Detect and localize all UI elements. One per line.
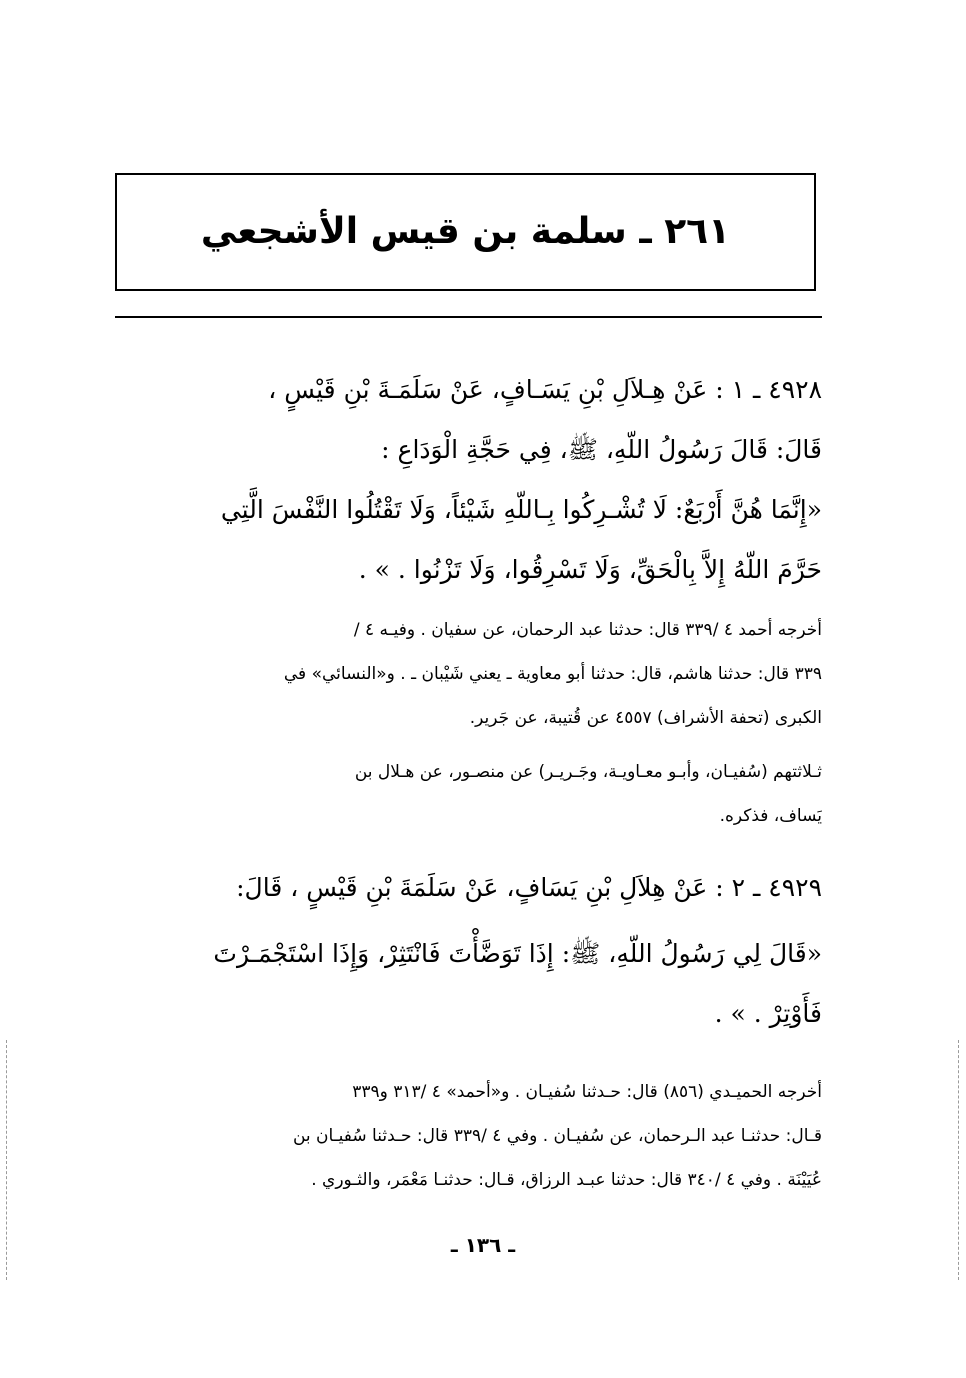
summary-4928 xyxy=(120,750,822,838)
note-line: ٣٣٩ قال: حدثنا هاشم، قال: حدثنا أبو معاوية ـ يعني شَيْبان ـ . و«النسائي» في xyxy=(283,664,822,684)
hadith-4928-isnad xyxy=(120,360,822,480)
takhrij-4928 xyxy=(120,608,822,740)
hadith-line: فَأَوْتِرْ . » . xyxy=(714,999,822,1028)
note-line: قـال: حدثنـا عبد الـرحمان، عن سُفيـان . وفي ٤ /٣٣٩ قال: حـدثنا سُفيـان بن xyxy=(292,1126,822,1146)
hadith-line: ٤٩٢٩ ـ ٢ : عَنْ هِلاَلِ بْنِ يَسَافٍ، عَنْ سَلَمَةَ بْنِ قَيْسٍ ، قَالَ: xyxy=(236,873,822,902)
note-line: الكبرى (تحفة الأشراف) ٤٥٥٧ عن قُتيبة، عن جَرير. xyxy=(469,708,822,728)
hadith-4929-matn xyxy=(120,924,822,1044)
hadith-line: «إِنَّمَا هُنَّ أَرْبَعٌ: لَا تُشْـرِكُوا بِـاللّهِ شَيْئاً، وَلَا تَقْتُلُوا النَّفْسَ الَّتِي xyxy=(220,495,822,524)
scan-edge-mark xyxy=(6,1040,8,1280)
note-line: أخرجه أحمد ٤ /٣٣٩ قال: حدثنا عبد الرحمان، عن سفيان . وفيـه ٤ / xyxy=(353,620,822,640)
hadith-line: «قَالَ لِي رَسُولُ اللّهِ، ﷺ: إِذَا تَوَضَّأْتَ فَانْتَثِرْ، وَإِذَا اسْتَجْمَـرْتَ xyxy=(213,939,822,968)
hadith-line: حَرَّمَ اللّهُ إِلاَّ بِالْحَقِّ، وَلَا تَسْرِقُوا، وَلَا تَزْنُوا . » . xyxy=(358,555,822,584)
page-number: ـ ١٣٦ ـ xyxy=(450,1233,516,1257)
takhrij-4929 xyxy=(120,1070,822,1202)
chapter-title: ٢٦١ ـ سلمة بن قيس الأشجعي xyxy=(200,211,731,252)
hadith-line: ٤٩٢٨ ـ ١ : عَنْ هِـلاَلِ بْنِ يَسَـافٍ، عَنْ سَلَمَـةَ بْنِ قَيْسٍ ، xyxy=(268,375,822,404)
hadith-line: قَالَ: قَالَ رَسُولُ اللّهِ، ﷺ، فِي حَجَّةِ الْوَدَاعِ : xyxy=(381,435,822,464)
chapter-title-box xyxy=(115,173,816,291)
hadith-4929-isnad xyxy=(120,858,822,918)
header-divider xyxy=(115,316,822,318)
hadith-4928-matn xyxy=(120,480,822,600)
scan-edge-mark xyxy=(958,1040,960,1280)
note-line: أخرجه الحميـدي (٨٥٦) قال: حـدثنا سُفيـان . و«أحمد» ٤ /٣١٣ و٣٣٩ xyxy=(352,1082,822,1102)
note-line: ثـلاثتهم (سُفيـان، وأبـو معـاويـة، وجَـريـر) عن منصـور، عن هـلال بن xyxy=(354,762,822,782)
note-line: عُيَيْنَة . وفي ٤ /٣٤٠ قال: حدثنا عبـد الرزاق، قـال: حدثنـا مَعْمَر، والثـوري . xyxy=(311,1170,822,1190)
note-line: يَساف، فذكره. xyxy=(719,806,822,826)
